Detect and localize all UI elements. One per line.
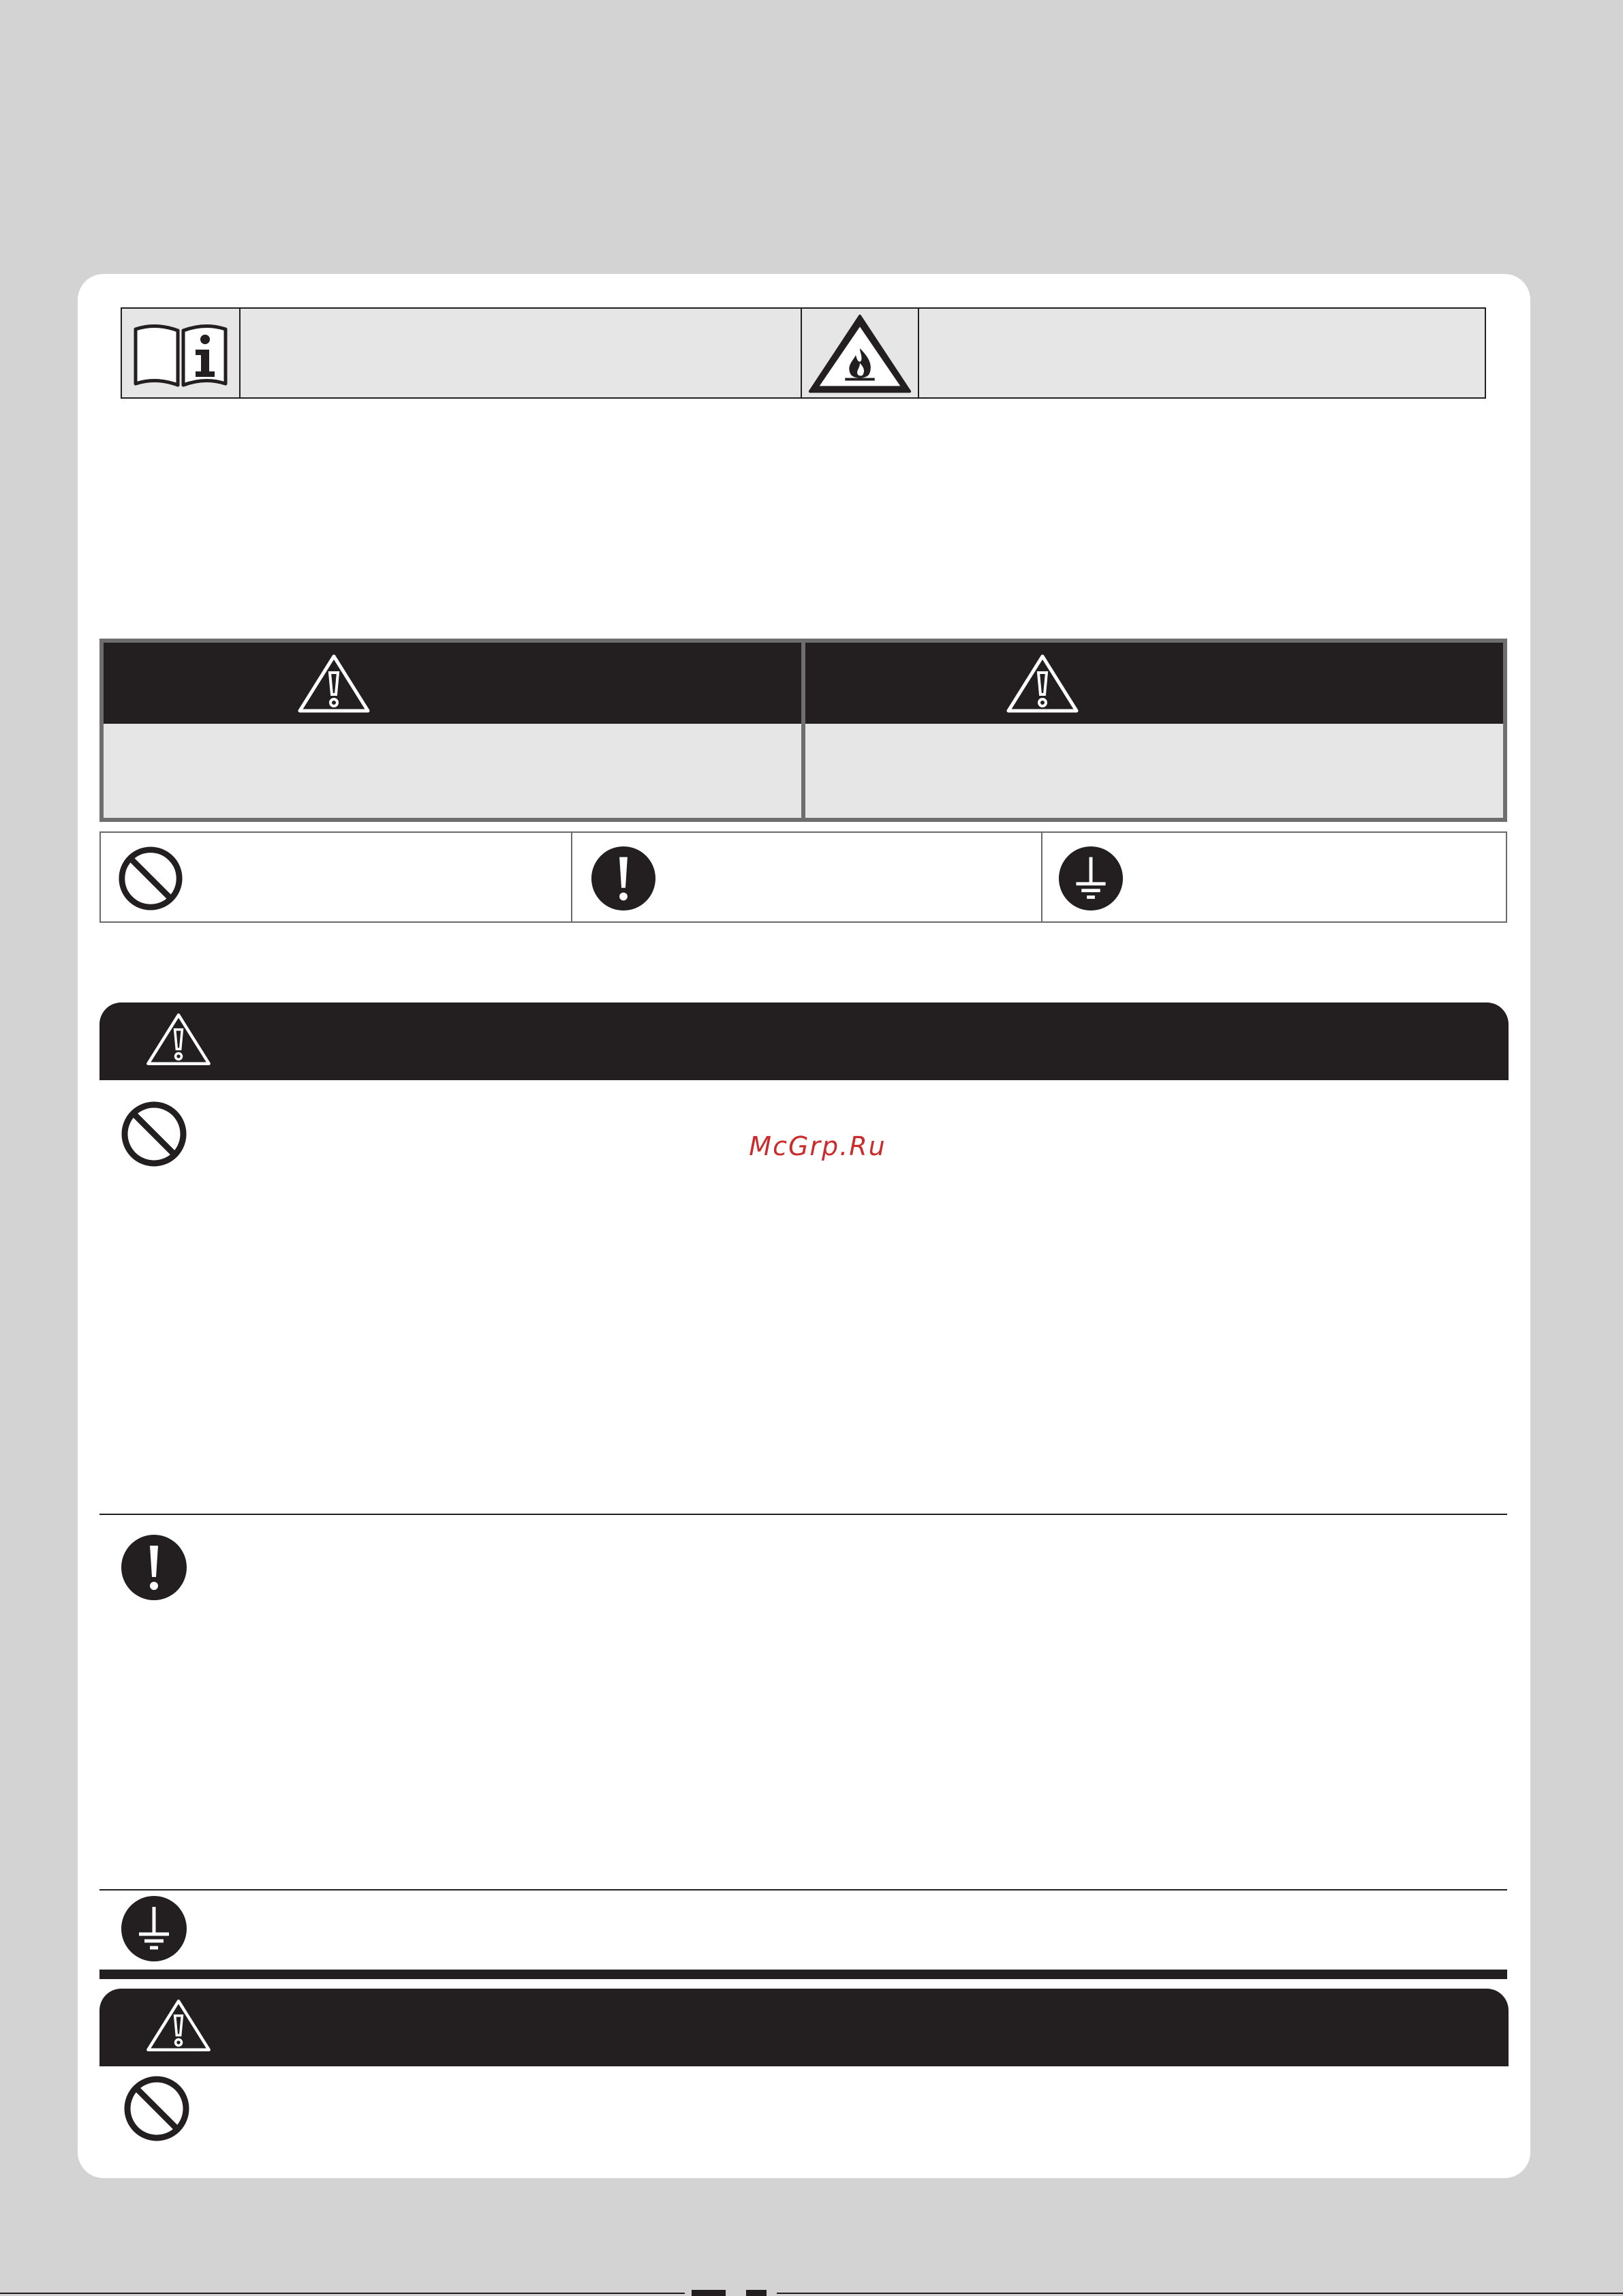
warning-triangle-icon xyxy=(144,1011,213,1068)
manual-info-text-area xyxy=(241,309,801,397)
warning-panel-right-header xyxy=(805,643,1503,724)
earth-ground-icon xyxy=(1057,845,1124,912)
warning-panel-right xyxy=(801,639,1507,822)
section-divider xyxy=(99,1514,1507,1515)
legend-mandatory-cell xyxy=(571,833,1041,921)
legend-ground-cell xyxy=(1041,833,1509,921)
mandatory-action-icon xyxy=(590,845,657,912)
page-card xyxy=(78,274,1530,2178)
section-thick-divider xyxy=(99,1970,1507,1979)
legend-prohibited-cell xyxy=(101,833,571,921)
section-warning-header-bar xyxy=(99,1002,1509,1080)
warning-triangle-icon xyxy=(1004,652,1081,715)
prohibition-icon xyxy=(117,845,184,912)
warning-triangle-icon xyxy=(296,652,372,715)
prohibition-icon xyxy=(123,2075,191,2143)
mandatory-action-icon xyxy=(120,1533,188,1602)
warning-panel-left xyxy=(99,639,805,822)
flammable-info-text-area xyxy=(918,309,1487,397)
print-crop-marks xyxy=(0,2290,1623,2296)
earth-ground-icon xyxy=(120,1895,188,1963)
section-caution-header-bar xyxy=(99,1989,1509,2066)
prohibition-icon xyxy=(120,1100,188,1168)
warning-panel-left-header xyxy=(104,643,801,724)
section-divider xyxy=(99,1889,1507,1891)
symbol-info-box xyxy=(121,307,1486,399)
watermark-text: McGrp.Ru xyxy=(749,1131,886,1161)
flammable-warning-icon xyxy=(801,309,918,397)
warning-triangle-icon xyxy=(144,1997,213,2054)
read-manual-info-icon xyxy=(122,309,239,397)
symbol-legend-row xyxy=(99,831,1507,923)
